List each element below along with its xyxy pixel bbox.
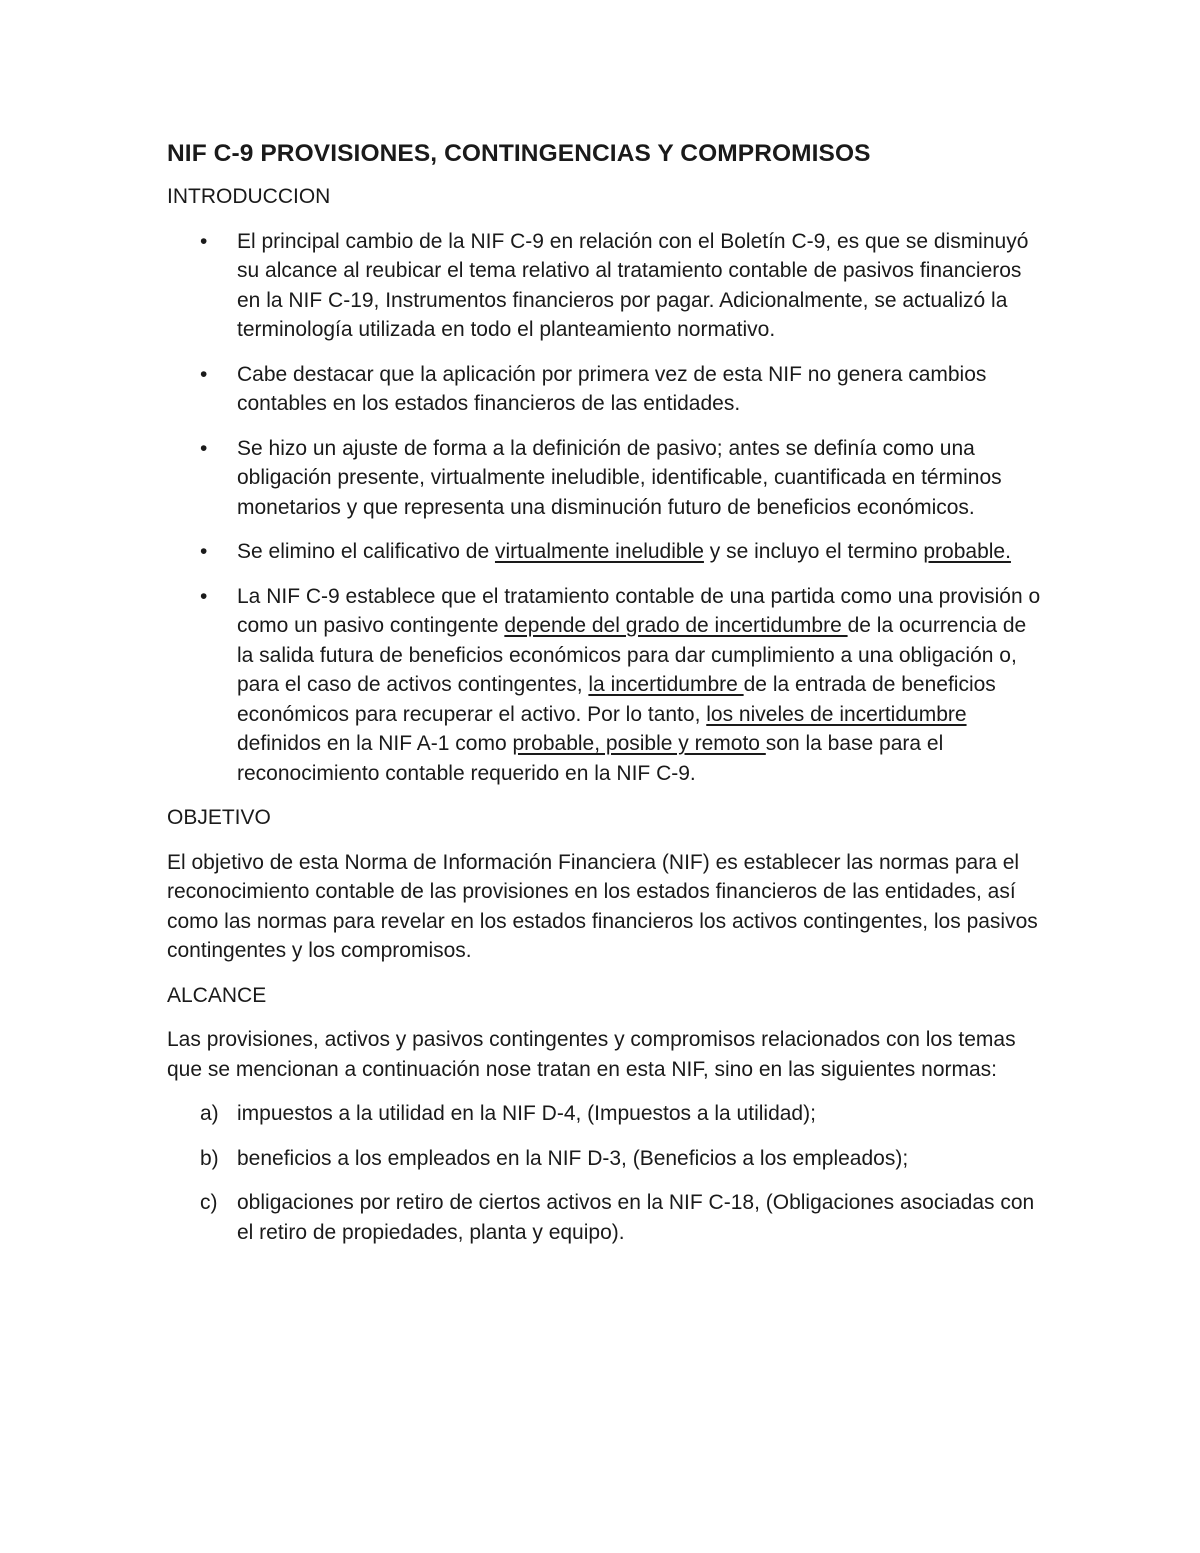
list-item-text: Se hizo un ajuste de forma a la definición de pasivo; antes se definía como una obligación presente, virtualmente ineludible, identificable, cuantificada en términos monetarios y que representa una disminución futuro de beneficios económicos.	[237, 436, 1002, 519]
underlined-text: virtualmente ineludible	[494, 540, 704, 563]
text-run: Se elimino el calificativo de	[237, 540, 495, 563]
bullet-icon: •	[200, 229, 208, 253]
text-run: son la base para el reconocimiento contable requerido en la NIF C-9.	[237, 732, 944, 785]
underlined-text: los niveles de incertidumbre	[706, 702, 967, 726]
text-run: La NIF C-9 establece que el tratamiento contable de una partida como una provisión o como un pasivo contingente	[237, 584, 1041, 637]
section-heading-alcance: ALCANCE	[167, 983, 267, 1007]
text-run: de la ocurrencia de la salida futura de beneficios económicos para dar cumplimiento a una obligación o, para el caso de activos contingentes,	[237, 614, 1027, 696]
list-item-text	[237, 540, 1011, 563]
bullet-icon: •	[200, 362, 208, 386]
list-marker: b)	[200, 1146, 219, 1170]
document-title: NIF C-9 PROVISIONES, CONTINGENCIAS Y COMPROMISOS	[167, 140, 871, 167]
list-item-text: obligaciones por retiro de ciertos activos en la NIF C-18, (Obligaciones asociadas con el retiro de propiedades, planta y equipo).	[237, 1191, 1035, 1244]
objetivo-paragraph: El objetivo de esta Norma de Información Financiera (NIF) es establecer las normas para el reconocimiento contable de las provisiones en los estados financieros de las entidades, así como las normas para revelar en los estados financieros los activos contingentes, los pasivos contingentes y los compromisos.	[167, 850, 1038, 962]
bullet-icon: •	[200, 584, 208, 608]
introduccion-list	[167, 227, 1047, 789]
list-item-text: beneficios a los empleados en la NIF D-3, (Beneficios a los empleados);	[237, 1146, 909, 1170]
list-item-text	[237, 585, 1040, 785]
list-item-text: Cabe destacar que la aplicación por primera vez de esta NIF no genera cambios contables en los estados financieros de las entidades.	[237, 362, 987, 415]
list-item	[167, 1188, 1047, 1247]
list-item	[167, 582, 1047, 789]
text-run: definidos en la NIF A-1 como	[237, 732, 513, 755]
list-marker: c)	[200, 1191, 218, 1214]
list-item	[167, 1144, 1047, 1174]
list-item-text: El principal cambio de la NIF C-9 en relación con el Boletín C-9, es que se disminuyó su alcance al reubicar el tema relativo al tratamiento contable de pasivos financieros en la NIF C-19, Instrumentos financieros por pagar. Adicionalmente, se actualizó la terminología utilizada en todo el planteamiento normativo.	[237, 229, 1029, 341]
underlined-text: probable, posible y remoto	[512, 732, 766, 755]
underlined-text: probable.	[923, 540, 1011, 563]
list-item-text: impuestos a la utilidad en la NIF D-4, (Impuestos a la utilidad);	[237, 1102, 816, 1125]
list-item	[167, 1099, 1047, 1129]
section-heading-objetivo: OBJETIVO	[167, 806, 271, 829]
bullet-icon: •	[200, 540, 208, 563]
list-marker: a)	[200, 1102, 219, 1125]
section-heading-introduccion: INTRODUCCION	[167, 185, 331, 208]
list-item	[167, 434, 1047, 523]
alcance-list	[167, 1099, 1047, 1247]
text-run: de la entrada de beneficios económicos para recuperar el activo. Por lo tanto,	[237, 673, 996, 726]
underlined-text: depende del grado de incertidumbre	[504, 614, 848, 637]
text-run: y se incluyo el termino	[703, 540, 924, 563]
bullet-icon: •	[200, 436, 208, 460]
list-item	[167, 227, 1047, 345]
document-page	[167, 138, 1047, 1262]
list-item	[167, 360, 1047, 419]
underlined-text: la incertidumbre	[588, 673, 744, 696]
alcance-paragraph: Las provisiones, activos y pasivos contingentes y compromisos relacionados con los temas que se mencionan a continuación nose tratan en esta NIF, sino en las siguientes normas:	[167, 1028, 1016, 1081]
list-item	[167, 537, 1047, 567]
